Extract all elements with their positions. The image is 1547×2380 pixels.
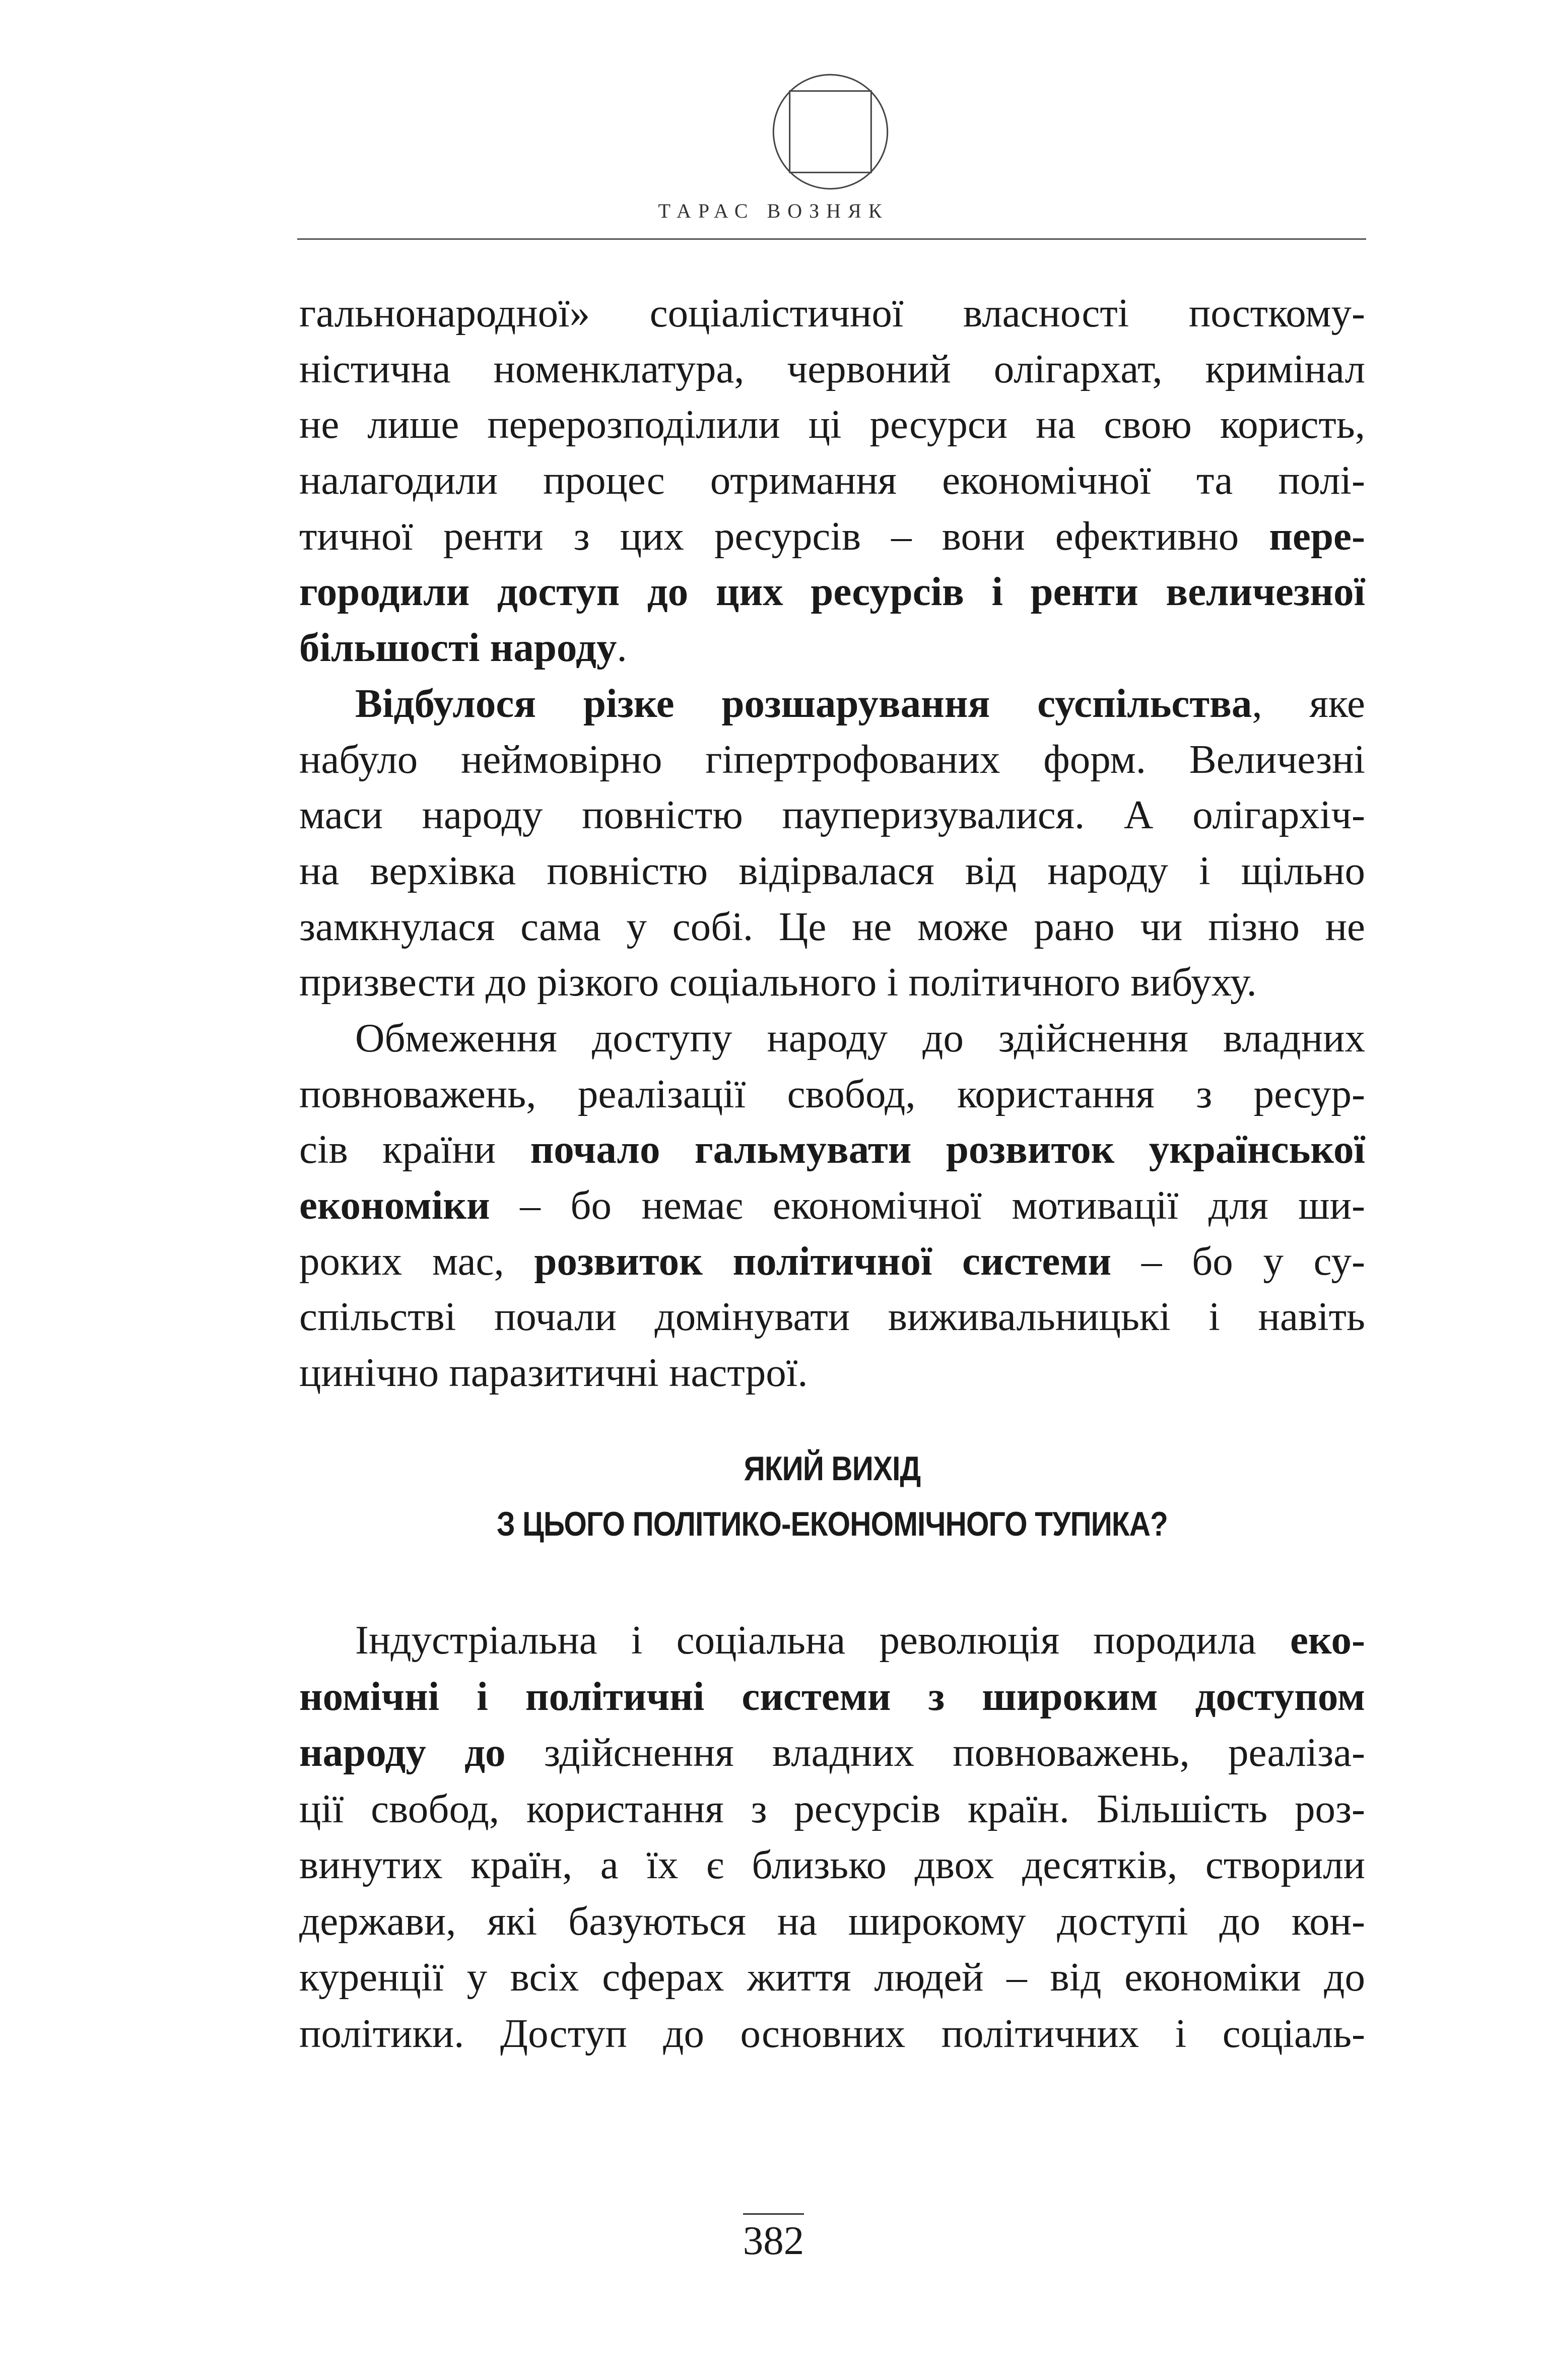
text-run: – бо у су-	[1111, 1238, 1365, 1284]
text-run-bold: народу до	[299, 1730, 506, 1775]
text-run-bold: еко-	[1290, 1617, 1365, 1663]
text-run: гальнонародної» соціалістичної власності посткому-	[299, 290, 1365, 336]
text-run: винутих країн, а їх є близько двох десятків, створили	[299, 1842, 1365, 1887]
text-line	[299, 1233, 1365, 1289]
text-line	[299, 1949, 1365, 2006]
text-line	[299, 1725, 1365, 1781]
text-run: Індустріальна і соціальна революція породила	[355, 1617, 1290, 1663]
text-line	[299, 396, 1365, 452]
body-text-2	[299, 1612, 1365, 2062]
text-run: сів країни	[299, 1127, 530, 1172]
text-run: ції свобод, користання з ресурсів країн. Більшість роз-	[299, 1786, 1365, 1831]
text-line	[299, 1177, 1365, 1233]
running-head: ТАРАС ВОЗНЯК	[658, 200, 889, 222]
text-run-bold: номічні і політичні системи з широким доступом	[299, 1673, 1365, 1719]
text-run: Обмеження доступу народу до здійснення владних	[355, 1015, 1365, 1061]
text-line	[299, 899, 1365, 955]
text-run-bold: більшості народу	[299, 625, 617, 671]
text-run: на верхівка повністю відірвалася від народу і щільно	[299, 847, 1365, 893]
text-line	[299, 732, 1365, 787]
section-heading-line-2: З ЦЬОГО ПОЛІТИКО-ЕКОНОМІЧНОГО ТУПИКА?	[496, 1505, 1168, 1543]
text-line	[299, 1289, 1365, 1345]
text-run-bold: розвиток політичної системи	[534, 1238, 1112, 1284]
text-run: спільстві почали домінувати виживальницькі і навіть	[299, 1294, 1365, 1340]
text-line	[299, 508, 1365, 564]
text-line	[299, 1893, 1365, 1950]
text-run-bold: економіки	[299, 1182, 490, 1228]
text-run: – бо немає економічної мотивації для ши-	[490, 1182, 1365, 1228]
text-run-bold: Відбулося різке розшарування суспільства	[355, 680, 1252, 726]
text-line	[299, 285, 1365, 341]
text-run: повноважень, реалізації свобод, користання з ресур-	[299, 1071, 1365, 1116]
text-line	[299, 1010, 1365, 1066]
page-footer	[0, 2213, 1547, 2263]
text-line	[299, 954, 1365, 1010]
text-run: ністична номенклатура, червоний олігархат, кримінал	[299, 346, 1365, 391]
text-run-bold: пере-	[1269, 513, 1365, 559]
text-line	[299, 1781, 1365, 1837]
text-run-bold: городили доступ до цих ресурсів і ренти величезної	[299, 569, 1365, 615]
text-line	[299, 1345, 1365, 1401]
text-line	[299, 1669, 1365, 1725]
section-heading	[374, 1441, 1291, 1552]
text-line	[299, 341, 1365, 397]
text-line	[299, 620, 1365, 676]
page-number: 382	[743, 2213, 804, 2263]
header-rule	[297, 238, 1366, 240]
text-run: не лише перерозподілили ці ресурси на свою користь,	[299, 402, 1365, 447]
text-line	[299, 1837, 1365, 1893]
text-line	[299, 843, 1365, 899]
section-heading-line-1: ЯКИЙ ВИХІД	[744, 1449, 921, 1488]
text-line	[299, 1121, 1365, 1177]
text-run: , яке	[1252, 680, 1365, 726]
text-run: замкнулася сама у собі. Це не може рано чи пізно не	[299, 903, 1365, 949]
text-line	[299, 564, 1365, 620]
text-run: налагодили процес отримання економічної та полі-	[299, 457, 1365, 503]
text-line	[299, 2006, 1365, 2062]
body-text-1	[299, 285, 1365, 1401]
text-run: набуло неймовірно гіпертрофованих форм. Величезні	[299, 736, 1365, 782]
text-run: маси народу повністю пауперизувалися. А олігархіч-	[299, 792, 1365, 838]
text-line	[299, 676, 1365, 732]
text-run: здійснення владних повноважень, реаліза-	[505, 1730, 1365, 1775]
text-line	[299, 452, 1365, 508]
text-run: куренції у всіх сферах життя людей – від економіки до	[299, 1954, 1365, 2000]
text-run: .	[617, 625, 627, 671]
text-run: політики. Доступ до основних політичних і соціаль-	[299, 2010, 1365, 2056]
text-run-bold: почало гальмувати розвиток української	[530, 1127, 1365, 1172]
text-run: роких мас,	[299, 1238, 534, 1284]
text-run: держави, які базуються на широкому доступі до кон-	[299, 1898, 1365, 1944]
text-run: призвести до різкого соціального і політичного вибуху.	[299, 959, 1257, 1005]
text-run: цинічно паразитичні настрої.	[299, 1350, 808, 1396]
text-line	[299, 787, 1365, 843]
text-line	[299, 1612, 1365, 1669]
text-run: тичної ренти з цих ресурсів – вони ефективно	[299, 513, 1269, 559]
text-line	[299, 1066, 1365, 1122]
header-emblem-icon	[772, 74, 889, 190]
